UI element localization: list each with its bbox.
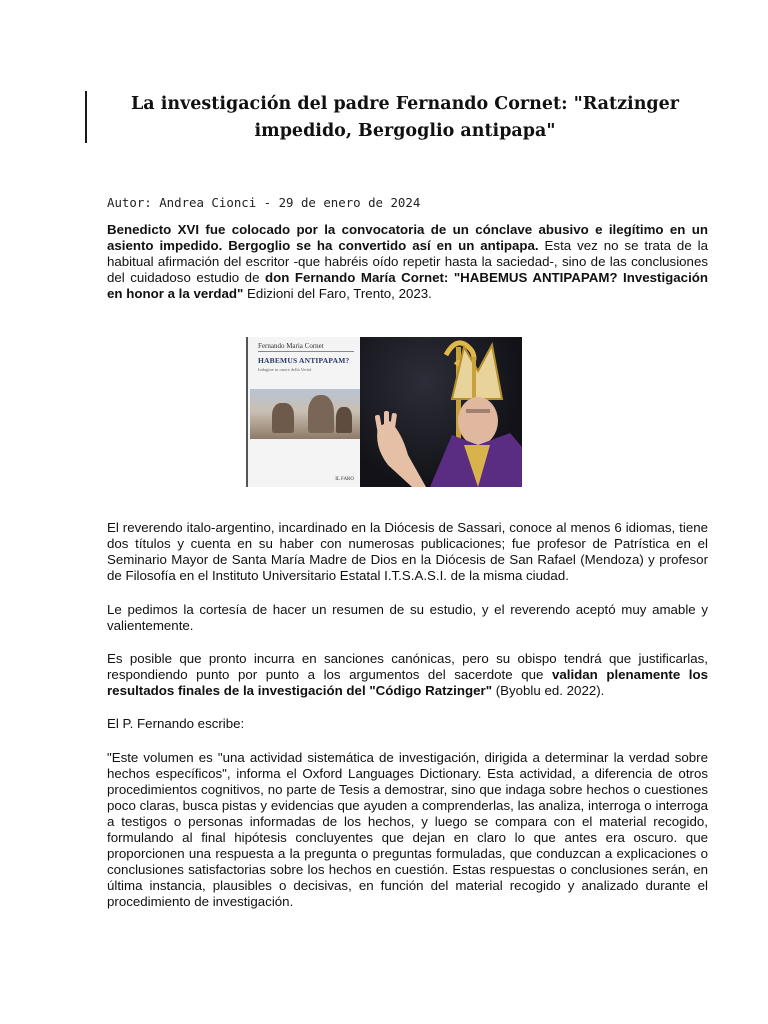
pope-photo	[360, 337, 522, 487]
sanctions-text-2: (Byoblu ed. 2022).	[492, 683, 605, 698]
article-title: La investigación del padre Fernando Cornet: "Ratzinger impedido, Bergoglio antipapa"	[130, 94, 680, 141]
book-cover-photo	[250, 389, 360, 439]
article-image	[246, 337, 522, 487]
title-margin-rule	[85, 91, 87, 143]
paragraph-quote: "Este volumen es "una actividad sistemática de investigación, dirigida a determinar la verdad sobre hechos específicos", informa el Oxford Languages Dictionary. Esta actividad, a diferencia de otros procedimientos cognitivos, no parte de Tesis a demostrar, sino que indaga sobre hechos o cuestiones poco claras, busca pistas y evidencias que ayuden a comprenderlas, las analiza, interroga o interroga a testigos o personas informadas de los hechos, y luego se compara con el material recogido, formulando al final hipótesis concluyentes que dejan en claro lo que antes era oscuro. que proporcionen una respuesta a la pregunta o preguntas formuladas, que conduzcan a explicaciones o conclusiones satisfactorias sobre los hechos en cuestión. Estas respuestas o conclusiones serán, en última instancia, plausibles o decisivas, en función del material recogido y analizado durante el procedimiento de investigación.	[107, 750, 708, 909]
lead-bold-1: Benedicto XVI fue colocado por la convocatoria de un cónclave abusivo e ilegítimo en un asiento impedido. Bergoglio se ha convertido así en un antipapa.	[107, 222, 708, 253]
sanctions-text-1: Es posible que pronto incurra en sanciones canónicas, pero su obispo tendrá que justificarlas, respondiendo punto por punto a los argumentos del sacerdote que	[107, 651, 708, 682]
book-divider	[258, 351, 354, 352]
lead-text-2: Edizioni del Faro, Trento, 2023.	[243, 286, 432, 301]
lead-bold-2: don Fernando María Cornet: "HABEMUS ANTIPAPAM? Investigación en honor a la verdad"	[107, 270, 709, 301]
paragraph-biography: El reverendo italo-argentino, incardinado en la Diócesis de Sassari, conoce al menos 6 idiomas, tiene dos títulos y cuenta en su haber con numerosas publicaciones; fue profesor de Patrística en el Seminario Mayor de Santa María Madre de Dios en la Diócesis de San Rafael (Mendoza) y profesor de Filosofía en el Instituto Universitario Estatal I.T.S.A.S.I. de la misma ciudad.	[107, 520, 708, 583]
book-subtitle: Indagine in onore della Verità	[258, 367, 312, 372]
author-line: Autor: Andrea Cionci - 29 de enero de 2024	[107, 195, 421, 210]
book-title: HABEMUS ANTIPAPAM?	[258, 356, 350, 365]
paragraph-sanctions	[107, 651, 708, 699]
lead-text-1: Esta vez no se trata de la habitual afirmación del escritor -que habréis oído repetir hasta la saciedad-, sino de las conclusiones del cuidadoso estudio de	[107, 238, 708, 285]
publisher-logo: IL FARO	[335, 477, 354, 482]
book-author: Fernando Maria Cornet	[258, 342, 324, 350]
paragraph-request: Le pedimos la cortesía de hacer un resumen de su estudio, y el reverendo aceptó muy amable y valientemente.	[107, 602, 708, 633]
pope-photo-icon	[360, 337, 522, 487]
lead-paragraph	[107, 222, 708, 302]
paragraph-intro-quote: El P. Fernando escribe:	[107, 716, 245, 731]
sanctions-bold: validan plenamente los resultados finales de la investigación del "Código Ratzinger"	[107, 667, 709, 698]
book-cover	[246, 337, 362, 487]
